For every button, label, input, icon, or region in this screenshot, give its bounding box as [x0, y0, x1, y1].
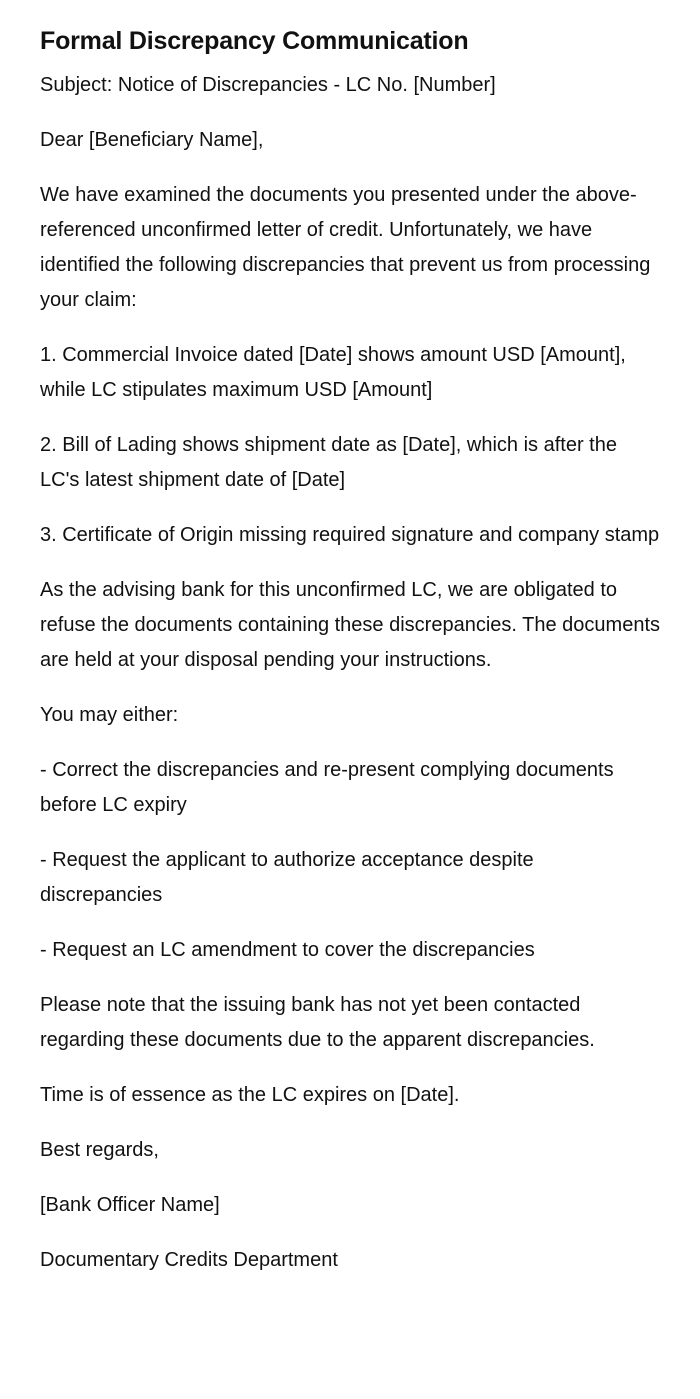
salutation: Dear [Beneficiary Name], [40, 129, 264, 151]
closing: Best regards, [40, 1139, 159, 1161]
discrepancy-item: 3. Certificate of Origin missing required signature and company stamp [40, 524, 660, 546]
discrepancy-item: 2. Bill of Lading shows shipment date as [Date], which is after the LC's latest shipment date of [Date] [40, 434, 617, 491]
note-paragraph: Please note that the issuing bank has not yet been contacted regarding these documents due to the apparent discrepancies. [40, 994, 595, 1051]
discrepancy-item: 1. Commercial Invoice dated [Date] shows amount USD [Amount], while LC stipulates maximum USD [Amount] [40, 344, 626, 401]
options-intro: You may either: [40, 704, 179, 726]
obligation-paragraph: As the advising bank for this unconfirmed LC, we are obligated to refuse the documents containing these discrepancies. The documents are held at your disposal pending your instructions. [40, 579, 660, 671]
signer-name: [Bank Officer Name] [40, 1194, 220, 1216]
urgency-paragraph: Time is of essence as the LC expires on [Date]. [40, 1084, 460, 1106]
option-item: - Request the applicant to authorize acceptance despite discrepancies [40, 849, 534, 906]
document-title: Formal Discrepancy Communication [40, 27, 469, 55]
subject-line: Subject: Notice of Discrepancies - LC No. [Number] [40, 74, 496, 96]
department-name: Documentary Credits Department [40, 1249, 338, 1271]
option-item: - Correct the discrepancies and re-present complying documents before LC expiry [40, 759, 614, 816]
intro-paragraph: We have examined the documents you presented under the above-referenced unconfirmed letter of credit. Unfortunately, we have identified the following discrepancies that prevent us from processing your claim: [40, 184, 651, 311]
option-item: - Request an LC amendment to cover the discrepancies [40, 939, 535, 961]
